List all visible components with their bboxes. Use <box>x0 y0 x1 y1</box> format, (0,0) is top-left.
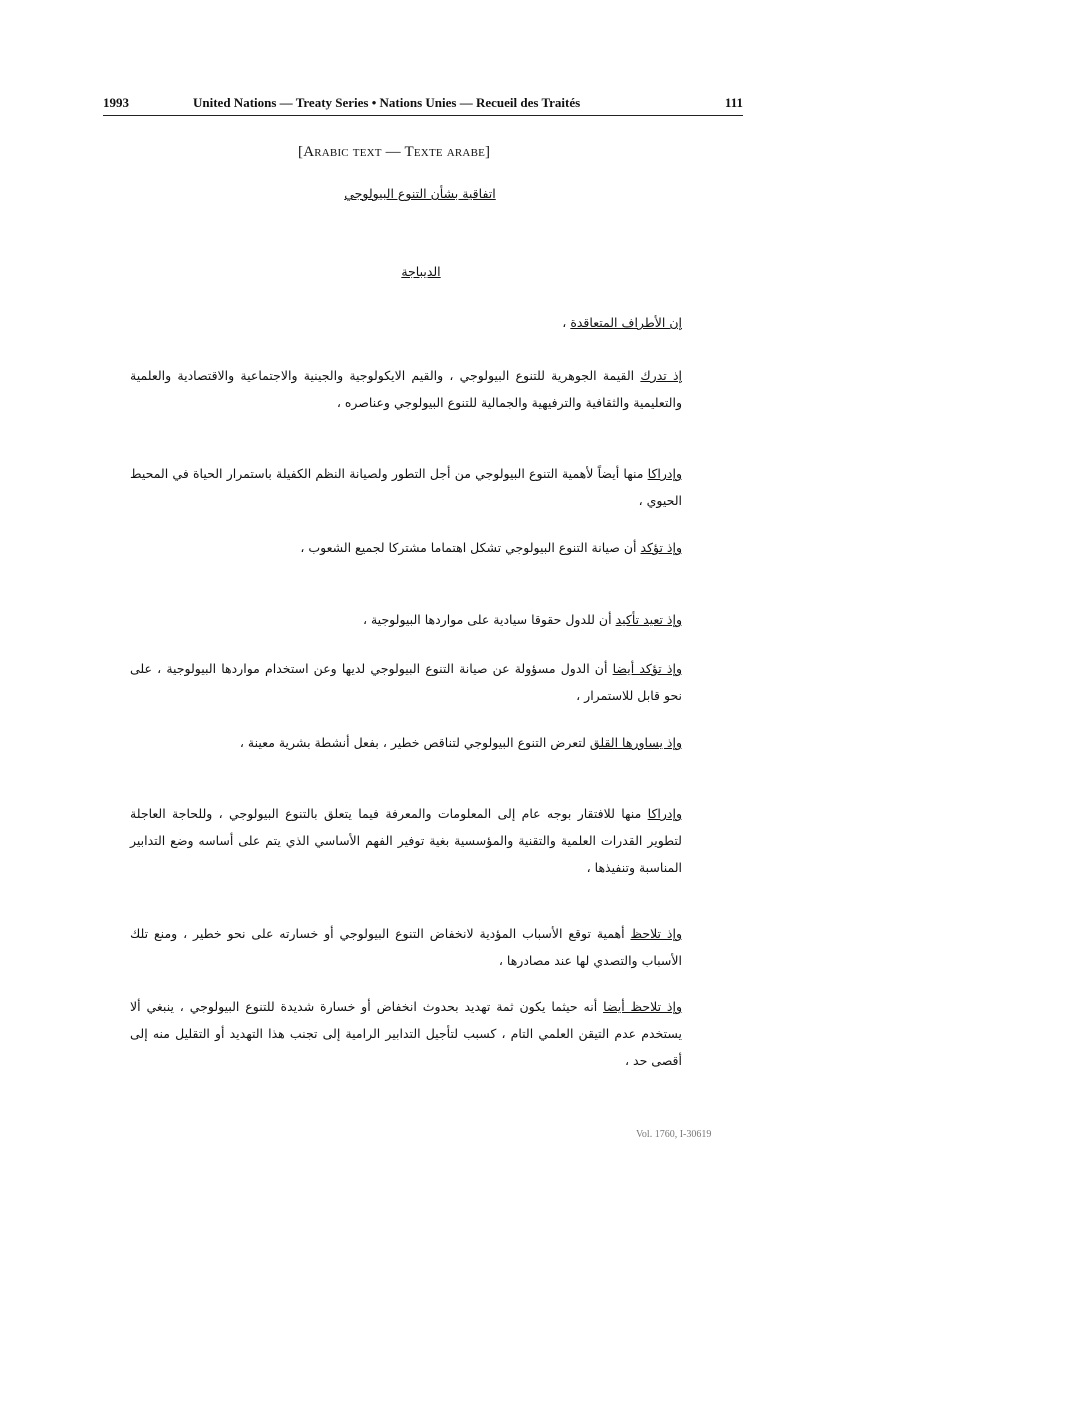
header-title: United Nations — Treaty Series • Nations Unies — Recueil des Traités <box>193 95 581 110</box>
paragraph-text: أهمية توقع الأسباب المؤدية لانخفاض التنوع البيولوجي أو خسارته على نحو خطير ، ومنع تلك الأسباب والتصدي لها عند مصادرها ، <box>130 926 682 968</box>
parties-rest: ، <box>562 315 571 330</box>
preamble-paragraph-1 <box>130 362 682 416</box>
paragraph-text: لتعرض التنوع البيولوجي لتناقص خطير ، بفعل أنشطة بشرية معينة ، <box>239 735 590 750</box>
paragraph-lead: وإذ يساورها القلق <box>589 735 682 750</box>
paragraph-lead: وإذ تؤكد أيضا <box>612 661 682 676</box>
paragraph-text: منها للافتقار بوجه عام إلى المعلومات والمعرفة فيما يتعلق بالتنوع البيولوجي ، وللحاجة العاجلة لتطوير القدرات العلمية والتقنية والمؤسسية بغية توفير الفهم الأساسي الذي يتم على أساسه وضع التدابير المناسبة وتنفيذها ، <box>130 806 682 875</box>
parties-lead: إن الأطراف المتعاقدة <box>570 315 682 330</box>
paragraph-text: منها أيضاً لأهمية التنوع البيولوجي من أجل التطور ولصيانة النظم الكفيلة باستمرار الحياة في المحيط الحيوي ، <box>130 466 682 508</box>
preamble-paragraph-5 <box>130 655 682 709</box>
paragraph-text: القيمة الجوهرية للتنوع البيولوجي ، والقيم الايكولوجية والجينية والاجتماعية والاقتصادية والعلمية والتعليمية والثقافية والترفيهية والجمالية للتنوع البيولوجي وعناصره ، <box>130 368 682 410</box>
text-language-label: [Arabic text — Texte arabe] <box>298 144 491 160</box>
header-year: 1993 <box>103 95 129 110</box>
preamble-paragraph-8 <box>130 920 682 974</box>
paragraph-lead: وإذ تلاحظ <box>630 926 682 941</box>
document-title: اتفاقية بشأن التنوع البيولوجي <box>344 186 496 201</box>
volume-reference: Vol. 1760, I-30619 <box>636 1129 712 1140</box>
preamble-paragraph-4 <box>130 606 682 633</box>
paragraph-text: أن للدول حقوقا سيادية على مواردها البيولوجية ، <box>362 612 616 627</box>
contracting-parties-line <box>400 315 682 330</box>
paragraph-lead: وإذ تؤكد <box>640 540 682 555</box>
paragraph-lead: وإدراكا <box>647 806 682 821</box>
preamble-paragraph-6 <box>130 729 682 756</box>
preamble-paragraph-2 <box>130 460 682 514</box>
paragraph-text: أن الدول مسؤولة عن صيانة التنوع البيولوجي لديها وعن استخدام مواردها البيولوجية ، على نحو قابل للاستمرار ، <box>130 661 682 703</box>
preamble-paragraph-7 <box>130 800 682 881</box>
preamble-heading: الديباجة <box>401 264 441 279</box>
paragraph-text: أنه حيثما يكون ثمة تهديد بحدوث انخفاض أو خسارة شديدة للتنوع البيولوجي ، ينبغي ألا يستخدم عدم التيقن العلمي التام ، كسبب لتأجيل التدابير الرامية إلى تجنب هذا التهديد أو التقليل منه إلى أقصى حد ، <box>130 999 682 1068</box>
paragraph-lead: إذ تدرك <box>640 368 682 383</box>
paragraph-lead: وإدراكا <box>647 466 682 481</box>
preamble-paragraph-9 <box>130 993 682 1074</box>
paragraph-lead: وإذ تعيد تأكيد <box>615 612 682 627</box>
paragraph-text: أن صيانة التنوع البيولوجي تشكل اهتماما مشتركا لجميع الشعوب ، <box>300 540 641 555</box>
preamble-paragraph-3 <box>130 534 682 561</box>
paragraph-lead: وإذ تلاحظ أيضا <box>603 999 683 1014</box>
running-header <box>103 93 743 116</box>
header-page-number: 111 <box>724 95 743 110</box>
